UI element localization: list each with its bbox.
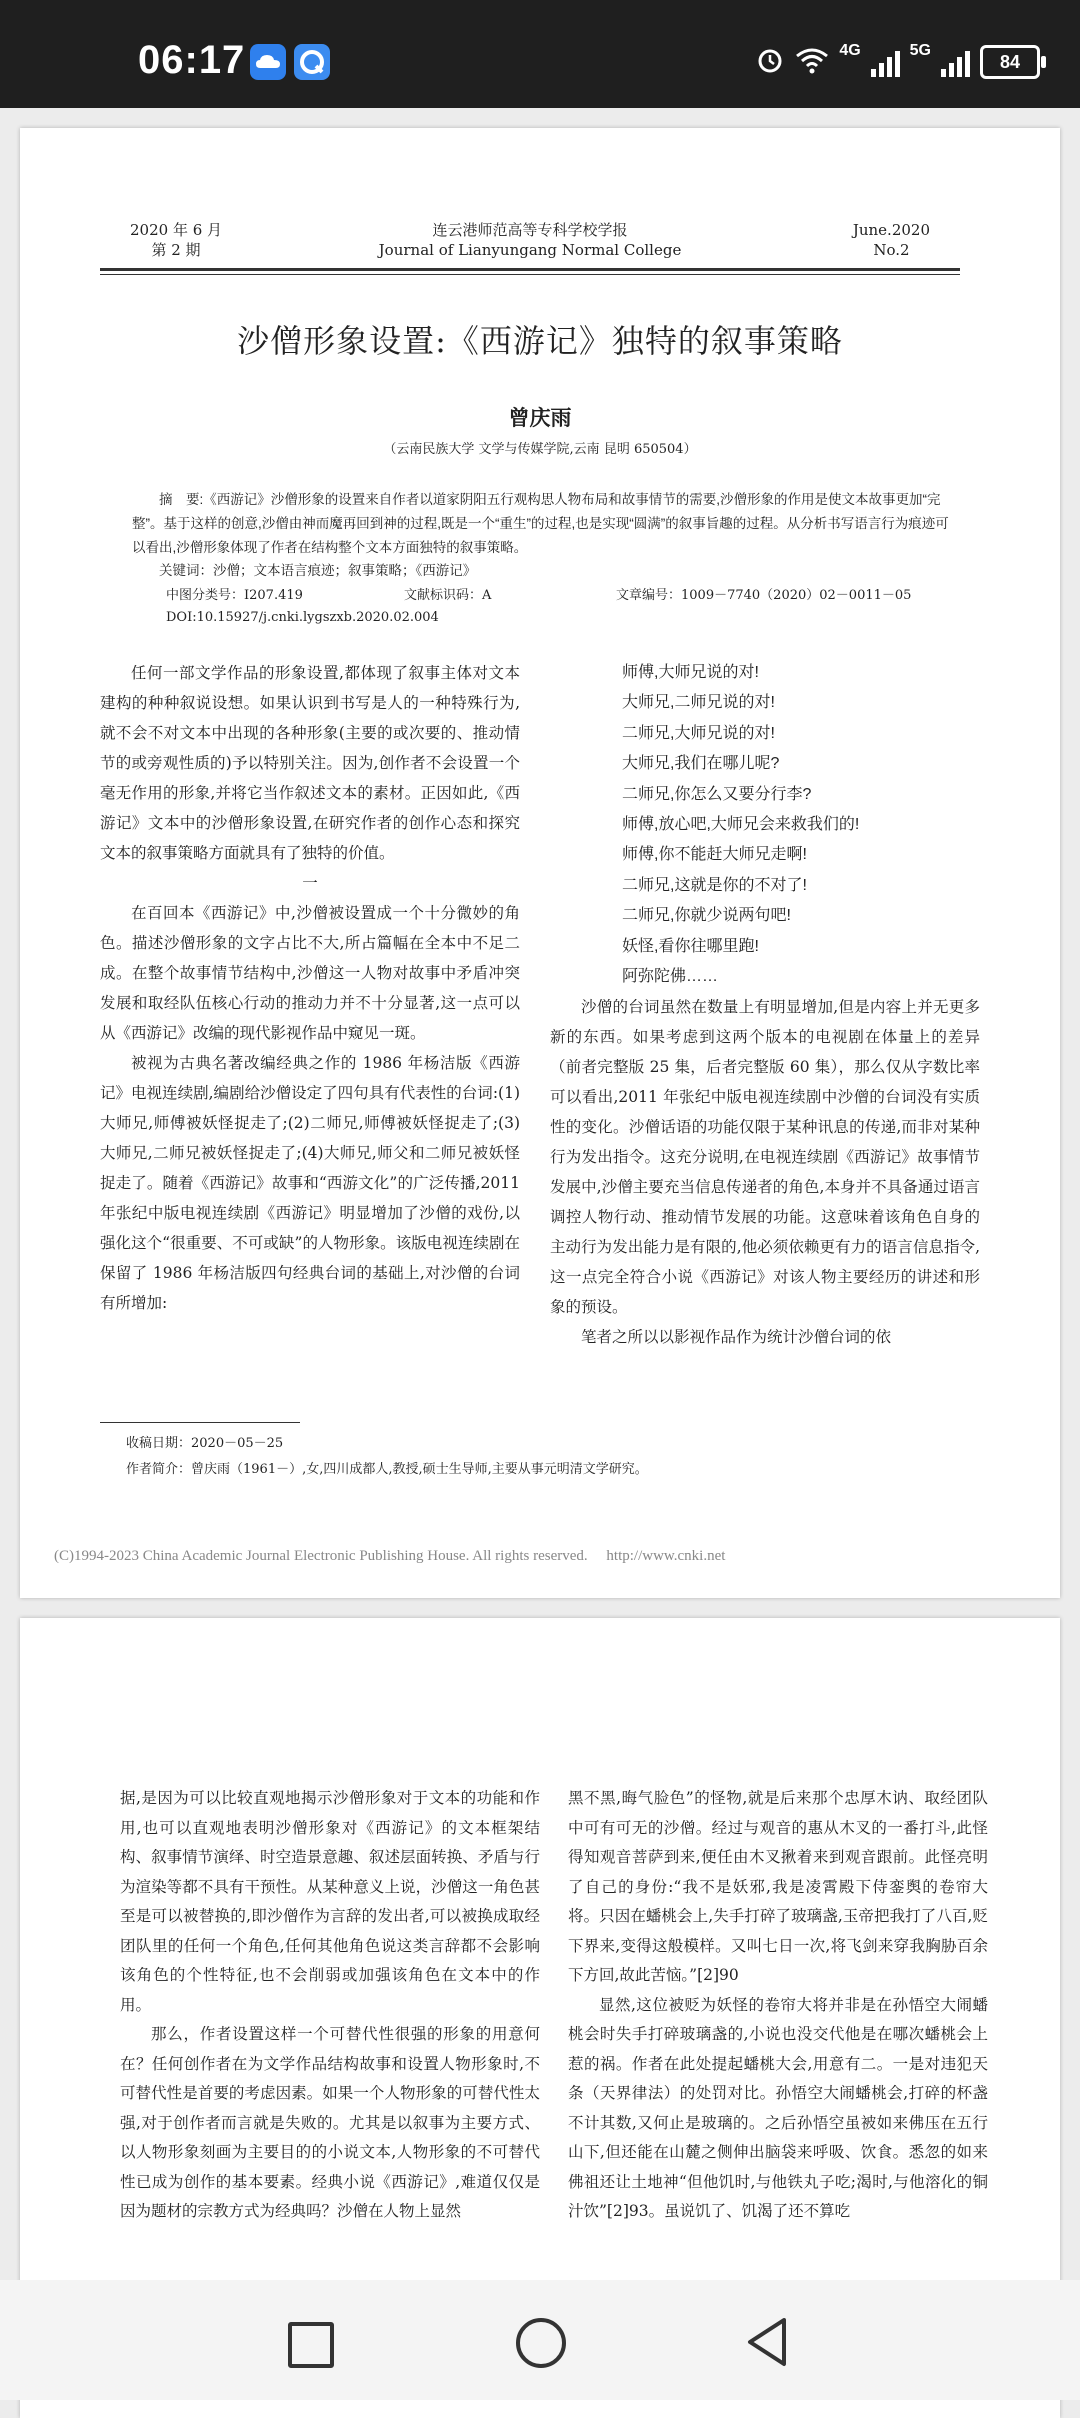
- paragraph: 据,是因为可以比较直观地揭示沙僧形象对于文本的功能和作用,也可以直观地表明沙僧形象对《西游记》的文本框架结构、叙事情节演绎、时空造景意趣、叙述层面转换、矛盾与行为渲染等都不具有干预性。从某种意义上说，沙僧这一角色甚至是可以被替换的,即沙僧作为言辞的发出者,可以被换成取经团队里的任何一个角色,任何其他角色说这类言辞都不会影响该角色的个性特征,也不会削弱或加强该角色在文本中的作用。: [120, 1789, 540, 2014]
- qq-browser-icon: [294, 44, 330, 80]
- author-affiliation: （云南民族大学 文学与传媒学院,云南 昆明 650504）: [383, 442, 697, 457]
- article-number: 文章编号：1009－7740（2020）02－0011－05: [616, 588, 912, 603]
- header-date-line: 2020 年 6 月: [130, 221, 223, 239]
- author-bio: 作者简介：曾庆雨（1961－）,女,四川成都人,教授,硕士生导师,主要从事元明清文学研究。: [126, 1462, 648, 1477]
- dialogue-line: 二师兄,这就是你的不对了!: [622, 876, 807, 894]
- paragraph: 沙僧的台词虽然在数量上有明显增加,但是内容上并无更多新的东西。如果考虑到这两个版本的电视剧在体量上的差异（前者完整版 25 集，后者完整版 60 集），那么仅从字数比率可以看出,2011 年张纪中版电视连续剧中沙僧的台词没有实质性的变化。沙僧话语的功能仅限于某种讯息的传递,而非对某种行为发出指令。这充分说明,在电视连续剧《西游记》故事情节发展中,沙僧主要充当信息传递者的角色,本身并不具备通过语言调控人物行动、推动情节发展的功能。这意味着该角色自身的主动行为发出能力是有限的,他必须依赖更有力的语言信息指令,这一点完全符合小说《西游记》对该人物主要经历的讲述和形象的预设。: [550, 998, 980, 1316]
- battery-icon: [980, 45, 1040, 79]
- received-date: 收稿日期：2020－05－25: [126, 1436, 284, 1451]
- network-type-2: 5G: [909, 42, 931, 59]
- dialogue-line: 师傅,大师兄说的对!: [622, 664, 759, 681]
- back-icon: [744, 2316, 792, 2368]
- header-journal: [100, 220, 960, 260]
- dialogue-line: 阿弥陀佛……: [622, 968, 719, 986]
- battery-level: 84: [999, 51, 1021, 72]
- header-month-en: June.2020: [852, 221, 930, 239]
- wifi-icon: [795, 46, 829, 79]
- home-button[interactable]: [516, 2318, 566, 2368]
- header-rule-thin: [100, 274, 960, 275]
- article-title: 沙僧形象设置:《西游记》独特的叙事策略: [237, 322, 843, 360]
- signal-icon-1: [871, 47, 900, 77]
- abstract-block: [132, 488, 952, 582]
- dialogue-line: 大师兄,二师兄说的对!: [622, 694, 775, 712]
- signal-icon-2: [941, 47, 970, 77]
- alarm-icon: [755, 45, 785, 80]
- paragraph: 笔者之所以以影视作品作为统计沙僧台词的依: [581, 1328, 892, 1346]
- abstract: 摘 要:《西游记》沙僧形象的设置来自作者以道家阴阳五行观构思人物布局和故事情节的需要,沙僧形象的作用是使文本故事更加“完整”。基于这样的创意,沙僧由神而魔再回到神的过程,既是一个“重生”的过程,也是实现“圆满”的叙事旨趣的过程。从分析书写语言行为痕迹可以看出,沙僧形象体现了作者在结构整个文本方面独特的叙事策略。: [132, 492, 949, 555]
- dialogue-list: [622, 658, 1002, 992]
- keywords: 关键词：沙僧；文本语言痕迹；叙事策略；《西游记》: [159, 563, 477, 578]
- status-icons: [755, 42, 1040, 82]
- doi: DOI:10.15927/j.cnki.lygszxb.2020.02.004: [166, 610, 439, 625]
- clock: 06:17: [138, 38, 246, 82]
- back-button[interactable]: [744, 2316, 792, 2372]
- dialogue-line: 二师兄,你怎么又要分行李?: [622, 785, 812, 803]
- footnote-rule: [100, 1422, 300, 1423]
- paragraph: 黑不黑,晦气脸色”的怪物,就是后来那个忠厚木讷、取经团队中可有可无的沙僧。经过与观音的惠从木叉的一番打斗,此怪得知观音菩萨到来,便任由木叉揪着来到观音跟前。此怪亮明了自己的身份:“我不是妖邪,我是凌霄殿下侍銮舆的卷帘大将。只因在蟠桃会上,失手打碎了玻璃盏,玉帝把我打了八百,贬下界来,变得这般模样。又叫七日一次,将飞剑来穿我胸胁百余下方回,故此苦恼。”[2]90: [568, 1789, 988, 1984]
- paragraph: 被视为古典名著改编经典之作的 1986 年杨洁版《西游记》电视连续剧,编剧给沙僧设定了四句具有代表性的台词:(1)大师兄,师傅被妖怪捉走了;(2)二师兄,师傅被妖怪捉走了;(3)大师兄,二师兄被妖怪捉走了;(4)大师兄,师父和二师兄被妖怪捉走了。随着《西游记》故事和“西游文化”的广泛传播,2011 年张纪中版电视连续剧《西游记》明显增加了沙僧的戏份,以强化这个“很重要、不可或缺”的人物形象。该版电视连续剧在保留了 1986 年杨洁版四句经典台词的基础上,对沙僧的台词有所增加:: [100, 1054, 520, 1312]
- document-code: 文献标识码：A: [404, 588, 492, 603]
- dialogue-line: 妖怪,看你往哪里跑!: [622, 937, 759, 955]
- journal-header: [100, 220, 960, 270]
- header-issue-en: [853, 220, 930, 260]
- article-author: 曾庆雨: [508, 407, 572, 430]
- body-left-column: [100, 658, 520, 1318]
- header-issue-line: 第 2 期: [151, 241, 201, 259]
- header-rule: [100, 268, 960, 271]
- body-right-column: [550, 992, 980, 1352]
- paragraph: 显然,这位被贬为妖怪的卷帘大将并非是在孙悟空大闹蟠桃会时失手打碎玻璃盏的,小说也没交代他是在哪次蟠桃会上惹的祸。作者在此处提起蟠桃大会,用意有二。一是对违犯天条（天界律法）的处罚对比。孙悟空大闹蟠桃会,打碎的杯盏不计其数,又何止是玻璃的。之后孙悟空虽被如来佛压在五行山下,但还能在山麓之侧伸出脑袋来呼吸、饮食。悉忽的如来佛祖还让土地神“但他饥时,与他铁丸子吃;渴时,与他溶化的铜汁饮”[2]93。虽说饥了、饥渴了还不算吃: [568, 1995, 988, 2220]
- dialogue-line: 大师兄,我们在哪儿呢?: [622, 755, 780, 773]
- header-no-en: No.2: [873, 241, 910, 259]
- dialogue-line: 二师兄,大师兄说的对!: [622, 724, 775, 742]
- copyright-notice: (C)1994-2023 China Academic Journal Electronic Publishing House. All rights reserved. http://www.cnki.net: [54, 1548, 726, 1564]
- page2-left-column: [120, 1784, 540, 2227]
- cloud-icon: [250, 44, 286, 80]
- status-bar: [0, 0, 1080, 108]
- paragraph: 在百回本《西游记》中,沙僧被设置成一个十分微妙的角色。描述沙僧形象的文字占比不大,所占篇幅在全本中不足二成。在整个故事情节结构中,沙僧这一人物对故事中矛盾冲突发展和取经队伍核心行动的推动力并不十分显著,这一点可以从《西游记》改编的现代影视作品中窥见一斑。: [100, 904, 520, 1042]
- paragraph: 那么，作者设置这样一个可替代性很强的形象的用意何在？任何创作者在为文学作品结构故事和设置人物形象时,不可替代性是首要的考虑因素。如果一个人物形象的可替代性太强,对于创作者而言就是失败的。尤其是以叙事为主要方式、以人物形象刻画为主要目的的小说文本,人物形象的不可替代性已成为创作的基本要素。经典小说《西游记》,难道仅仅是因为题材的宗教方式为经典吗？沙僧在人物上显然: [120, 2025, 540, 2220]
- navigation-bar: [0, 2280, 1080, 2400]
- network-type-1: 4G: [839, 42, 861, 59]
- dialogue-line: 师傅,放心吧,大师兄会来救我们的!: [622, 816, 860, 834]
- journal-name-cn: 连云港师范高等专科学校学报: [432, 221, 628, 239]
- section-number: 一: [302, 874, 318, 892]
- recents-button[interactable]: [288, 2322, 334, 2368]
- dialogue-line: 二师兄,你就少说两句吧!: [622, 907, 791, 925]
- journal-name-en: Journal of Lianyungang Normal College: [378, 241, 682, 259]
- clc-number: 中图分类号：I207.419: [166, 588, 303, 603]
- dialogue-line: 师傅,你不能赶大师兄走啊!: [622, 846, 807, 864]
- page2-right-column: [568, 1784, 988, 2227]
- document-page-1[interactable]: [20, 128, 1060, 1598]
- paragraph: 任何一部文学作品的形象设置,都体现了叙事主体对文本建构的种种叙说设想。如果认识到书写是人的一种特殊行为,就不会不对文本中出现的各种形象(主要的或次要的、推动情节的或旁观性质的)予以特别关注。因为,创作者不会设置一个毫无作用的形象,并将它当作叙述文本的素材。正因如此,《西游记》文本中的沙僧形象设置,在研究作者的创作心态和探究文本的叙事策略方面就具有了独特的价值。: [100, 664, 520, 862]
